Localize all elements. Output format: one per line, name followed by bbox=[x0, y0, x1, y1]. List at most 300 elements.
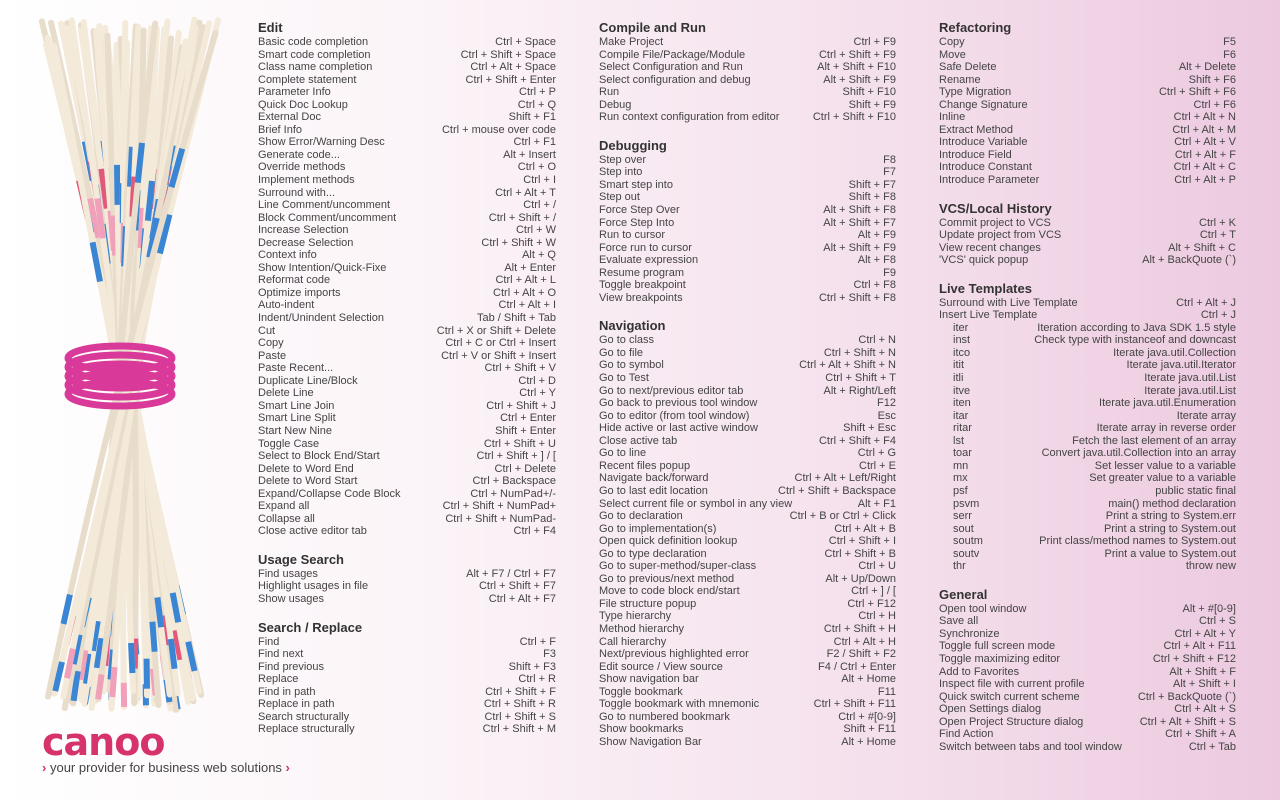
chevron-right-icon: › bbox=[285, 760, 290, 775]
shortcut-row bbox=[258, 463, 556, 476]
shortcut-action: Commit project to VCS bbox=[939, 216, 1051, 229]
shortcut-keys: F12 bbox=[877, 397, 896, 410]
shortcut-row bbox=[599, 154, 896, 167]
shortcut-row bbox=[939, 242, 1236, 255]
shortcut-keys: Alt + Shift + F7 bbox=[823, 216, 896, 229]
shortcut-action: Inspect file with current profile bbox=[939, 678, 1085, 691]
shortcut-action: Go to type declaration bbox=[599, 547, 707, 560]
template-abbreviation: mx bbox=[953, 472, 968, 485]
shortcut-action: Extract Method bbox=[939, 123, 1013, 136]
shortcut-row bbox=[258, 425, 556, 438]
template-description: Print a string to System.out bbox=[1103, 522, 1236, 535]
shortcut-action: Highlight usages in file bbox=[258, 580, 369, 593]
shortcut-row bbox=[258, 350, 556, 363]
shortcut-action: Parameter Info bbox=[258, 86, 331, 99]
shortcut-row bbox=[599, 435, 896, 448]
shortcut-action: Go to next/previous editor tab bbox=[599, 384, 744, 397]
shortcut-row bbox=[258, 387, 556, 400]
template-row bbox=[939, 359, 1236, 372]
shortcut-action: Block Comment/uncomment bbox=[258, 211, 397, 224]
template-description: Print a string to System.err bbox=[1105, 510, 1236, 523]
shortcut-row bbox=[939, 653, 1236, 666]
shortcut-action: Surround with... bbox=[258, 186, 336, 199]
shortcut-row bbox=[258, 438, 556, 451]
column-middle bbox=[599, 20, 896, 762]
shortcut-row bbox=[258, 698, 556, 711]
shortcut-row bbox=[258, 723, 556, 736]
column-right bbox=[939, 20, 1236, 767]
shortcut-action: View breakpoints bbox=[599, 291, 683, 304]
shortcut-keys: Ctrl + Shift + A bbox=[1165, 728, 1236, 741]
section-navigation bbox=[599, 318, 896, 748]
shortcut-action: Brief Info bbox=[258, 123, 303, 136]
shortcut-action: Show usages bbox=[258, 592, 325, 605]
shortcut-keys: Alt + Q bbox=[522, 249, 556, 262]
shortcut-row bbox=[599, 648, 896, 661]
shortcut-action: Open quick definition lookup bbox=[599, 535, 738, 548]
shortcut-keys: Ctrl + T bbox=[1199, 229, 1236, 242]
shortcut-keys: Ctrl + Shift + Space bbox=[460, 48, 556, 61]
shortcut-keys: Ctrl + E bbox=[859, 459, 896, 472]
template-description: Iterate java.util.List bbox=[1144, 372, 1236, 385]
template-description: Print class/method names to System.out bbox=[1039, 535, 1236, 548]
shortcut-row bbox=[258, 161, 556, 174]
shortcut-keys: Ctrl + Enter bbox=[500, 412, 556, 425]
shortcut-keys: Ctrl + Shift + Enter bbox=[465, 73, 556, 86]
shortcut-keys: Ctrl + Shift + I bbox=[828, 535, 896, 548]
shortcut-row bbox=[599, 535, 896, 548]
shortcut-row bbox=[599, 229, 896, 242]
shortcut-row bbox=[599, 279, 896, 292]
shortcut-keys: Ctrl + Alt + Space bbox=[470, 61, 556, 74]
shortcut-action: Paste Recent... bbox=[258, 362, 334, 375]
shortcut-row bbox=[939, 124, 1236, 137]
shortcut-row bbox=[599, 460, 896, 473]
template-abbreviation: psvm bbox=[953, 497, 980, 510]
shortcut-action: Add to Favorites bbox=[939, 665, 1020, 678]
shortcut-keys: Ctrl + Shift + F10 bbox=[812, 111, 896, 124]
shortcut-row bbox=[599, 74, 896, 87]
shortcut-action: Copy bbox=[258, 337, 284, 350]
shortcut-row bbox=[258, 99, 556, 112]
shortcut-keys: Ctrl + R bbox=[518, 673, 556, 686]
shortcut-action: Find usages bbox=[258, 567, 318, 580]
shortcut-action: Run to cursor bbox=[599, 229, 666, 242]
section-title: Edit bbox=[258, 20, 283, 35]
shortcut-keys: Ctrl + Shift + N bbox=[823, 346, 896, 359]
shortcut-action: Go to declaration bbox=[599, 510, 683, 523]
shortcut-keys: Ctrl + Alt + H bbox=[833, 635, 896, 648]
shortcut-row bbox=[258, 262, 556, 275]
shortcut-keys: Ctrl + Shift + ] / [ bbox=[476, 450, 556, 463]
template-description: public static final bbox=[1155, 484, 1236, 497]
shortcut-action: Toggle maximizing editor bbox=[939, 652, 1061, 665]
shortcut-action: Navigate back/forward bbox=[599, 472, 709, 485]
shortcut-row bbox=[258, 174, 556, 187]
template-row bbox=[939, 510, 1236, 523]
shortcut-row bbox=[599, 242, 896, 255]
shortcut-action: Run bbox=[599, 86, 620, 99]
shortcut-keys: Ctrl + Space bbox=[495, 36, 556, 48]
shortcut-action: Step into bbox=[599, 166, 643, 179]
shortcut-action: Go to last edit location bbox=[599, 484, 708, 497]
shortcut-action: Go to file bbox=[599, 346, 644, 359]
shortcut-row bbox=[258, 312, 556, 325]
shortcut-keys: Shift + F9 bbox=[848, 98, 896, 111]
section-live-templates bbox=[939, 281, 1236, 573]
shortcut-keys: Alt + F9 bbox=[857, 229, 896, 242]
shortcut-keys: Ctrl + Alt + M bbox=[1172, 123, 1236, 136]
shortcut-action: Select Configuration and Run bbox=[599, 61, 743, 74]
shortcut-action: Call hierarchy bbox=[599, 635, 667, 648]
section-debugging bbox=[599, 138, 896, 305]
template-description: throw new bbox=[1185, 560, 1236, 573]
shortcut-keys: Ctrl + Shift + F8 bbox=[818, 291, 896, 304]
shortcut-keys: Ctrl + Shift + J bbox=[486, 399, 556, 412]
shortcut-keys: Ctrl + Shift + F12 bbox=[1152, 652, 1236, 665]
shortcut-keys: Alt + Delete bbox=[1178, 61, 1236, 74]
shortcut-action: Evaluate expression bbox=[599, 254, 699, 267]
shortcut-row bbox=[258, 224, 556, 237]
shortcut-keys: F11 bbox=[877, 685, 896, 698]
shortcut-keys: Ctrl + Q bbox=[517, 98, 556, 111]
shortcut-action: Delete Line bbox=[258, 387, 314, 400]
shortcut-keys: Ctrl + N bbox=[858, 334, 896, 347]
shortcut-action: Move to code block end/start bbox=[599, 585, 740, 598]
shortcut-action: Surround with Live Template bbox=[939, 296, 1078, 309]
shortcut-action: Start New Nine bbox=[258, 424, 332, 437]
template-abbreviation: serr bbox=[953, 510, 972, 523]
shortcut-action: Smart code completion bbox=[258, 48, 371, 61]
shortcut-action: Quick Doc Lookup bbox=[258, 98, 348, 111]
shortcut-row bbox=[939, 217, 1236, 230]
shortcut-keys: Ctrl + Shift + F9 bbox=[818, 48, 896, 61]
shortcut-keys: F3 bbox=[543, 648, 556, 661]
shortcut-keys: Shift + F11 bbox=[843, 723, 896, 736]
template-abbreviation: sout bbox=[953, 522, 974, 535]
shortcut-keys: Ctrl + W bbox=[515, 224, 556, 237]
template-abbreviation: ritar bbox=[953, 422, 972, 435]
shortcut-keys: Ctrl + Delete bbox=[494, 462, 556, 475]
shortcut-action: Toggle bookmark with mnemonic bbox=[599, 698, 760, 711]
shortcut-action: Go back to previous tool window bbox=[599, 397, 758, 410]
shortcut-row bbox=[599, 111, 896, 124]
template-row bbox=[939, 410, 1236, 423]
shortcut-keys: Shift + Enter bbox=[495, 424, 556, 437]
section-title: General bbox=[939, 586, 988, 602]
section-title: Usage Search bbox=[258, 551, 344, 567]
section-compile-and-run bbox=[599, 20, 896, 124]
shortcut-keys: Alt + F1 bbox=[857, 497, 896, 510]
shortcut-keys: Esc bbox=[877, 409, 896, 422]
template-description: Set greater value to a variable bbox=[1089, 472, 1236, 485]
shortcut-row bbox=[599, 610, 896, 623]
shortcut-keys: Ctrl + O bbox=[517, 161, 556, 174]
shortcut-row bbox=[258, 274, 556, 287]
shortcut-action: Decrease Selection bbox=[258, 236, 354, 249]
canoo-logo bbox=[42, 722, 290, 775]
shortcut-keys: Ctrl + Alt + I bbox=[498, 299, 556, 312]
shortcut-action: Introduce Constant bbox=[939, 161, 1032, 174]
shortcut-row bbox=[258, 237, 556, 250]
shortcut-keys: Shift + F6 bbox=[1188, 73, 1236, 86]
shortcut-keys: F8 bbox=[883, 153, 896, 166]
shortcut-keys: Ctrl + mouse over code bbox=[441, 123, 556, 136]
shortcut-keys: Alt + Home bbox=[841, 735, 896, 748]
shortcut-row bbox=[258, 400, 556, 413]
shortcut-row bbox=[599, 99, 896, 112]
shortcut-keys: Ctrl + Alt + Shift + S bbox=[1139, 715, 1236, 728]
shortcut-action: Smart Line Join bbox=[258, 399, 335, 412]
shortcut-action: Recent files popup bbox=[599, 459, 691, 472]
shortcut-keys: Alt + Shift + F8 bbox=[823, 204, 896, 217]
shortcut-action: Duplicate Line/Block bbox=[258, 374, 358, 387]
template-row bbox=[939, 548, 1236, 561]
shortcut-keys: Alt + Shift + I bbox=[1173, 678, 1236, 691]
shortcut-action: Go to class bbox=[599, 334, 655, 347]
shortcut-keys: Ctrl + Alt + N bbox=[1173, 111, 1236, 124]
shortcut-action: Copy bbox=[939, 36, 965, 48]
shortcut-row bbox=[599, 191, 896, 204]
template-abbreviation: psf bbox=[953, 484, 968, 497]
shortcut-row bbox=[599, 698, 896, 711]
shortcut-keys: Ctrl + Shift + V bbox=[484, 362, 556, 375]
template-row bbox=[939, 322, 1236, 335]
shortcut-action: Toggle bookmark bbox=[599, 685, 683, 698]
shortcut-action: Toggle full screen mode bbox=[939, 640, 1056, 653]
shortcut-action: External Doc bbox=[258, 111, 321, 124]
shortcut-keys: Ctrl + Y bbox=[519, 387, 556, 400]
shortcut-keys: Ctrl + Alt + Shift + N bbox=[799, 359, 896, 372]
section-search-replace bbox=[258, 620, 556, 736]
shortcut-action: Find bbox=[258, 635, 280, 648]
template-description: Set lesser value to a variable bbox=[1094, 459, 1236, 472]
shortcut-keys: Shift + F3 bbox=[508, 660, 556, 673]
shortcut-row bbox=[258, 325, 556, 338]
shortcut-row bbox=[258, 149, 556, 162]
shortcut-action: Smart step into bbox=[599, 178, 673, 191]
shortcut-keys: Ctrl + H bbox=[858, 610, 896, 623]
shortcut-action: Switch between tabs and tool window bbox=[939, 740, 1122, 753]
shortcut-row bbox=[599, 61, 896, 74]
shortcut-action: Increase Selection bbox=[258, 224, 349, 237]
shortcut-action: Toggle breakpoint bbox=[599, 279, 686, 292]
shortcut-keys: Ctrl + F bbox=[519, 635, 556, 648]
shortcut-keys: Ctrl + Shift + T bbox=[825, 372, 896, 385]
shortcut-row bbox=[258, 711, 556, 724]
shortcut-action: Update project from VCS bbox=[939, 229, 1062, 242]
template-row bbox=[939, 498, 1236, 511]
shortcut-keys: Alt + Home bbox=[841, 673, 896, 686]
shortcut-action: Introduce Variable bbox=[939, 136, 1028, 149]
shortcut-row bbox=[599, 334, 896, 347]
shortcut-row bbox=[599, 560, 896, 573]
shortcut-keys: Ctrl + Shift + NumPad+ bbox=[442, 500, 556, 513]
shortcut-keys: Ctrl + Shift + M bbox=[482, 723, 556, 736]
shortcut-row bbox=[939, 741, 1236, 754]
shortcut-row bbox=[939, 136, 1236, 149]
shortcut-keys: Ctrl + S bbox=[1199, 615, 1236, 628]
shortcut-action: File structure popup bbox=[599, 597, 697, 610]
section-title: Search / Replace bbox=[258, 619, 363, 635]
shortcut-keys: Ctrl + Shift + F11 bbox=[813, 698, 896, 711]
template-description: Convert java.util.Collection into an array bbox=[1041, 447, 1236, 460]
shortcut-row bbox=[599, 686, 896, 699]
shortcut-row bbox=[258, 475, 556, 488]
section-title: Navigation bbox=[599, 318, 666, 334]
shortcut-row bbox=[599, 204, 896, 217]
shortcut-row bbox=[599, 166, 896, 179]
shortcut-action: Method hierarchy bbox=[599, 622, 684, 635]
shortcut-row bbox=[939, 36, 1236, 49]
shortcut-action: Delete to Word Start bbox=[258, 475, 358, 488]
shortcut-keys: Ctrl + Alt + O bbox=[493, 286, 556, 299]
shortcut-action: Override methods bbox=[258, 161, 346, 174]
shortcut-row bbox=[939, 111, 1236, 124]
shortcut-action: Insert Live Template bbox=[939, 309, 1038, 322]
shortcut-action: Step out bbox=[599, 191, 640, 204]
shortcut-row bbox=[939, 628, 1236, 641]
shortcut-row bbox=[599, 254, 896, 267]
shortcut-keys: Ctrl + Alt + V bbox=[1174, 136, 1236, 149]
shortcut-keys: Ctrl + F12 bbox=[847, 597, 896, 610]
shortcut-action: Next/previous highlighted error bbox=[599, 648, 749, 661]
mikado-sticks-illustration bbox=[30, 10, 230, 730]
shortcut-row bbox=[258, 580, 556, 593]
shortcut-row bbox=[258, 249, 556, 262]
shortcut-row bbox=[258, 86, 556, 99]
shortcut-action: Save all bbox=[939, 615, 979, 628]
shortcut-row bbox=[599, 711, 896, 724]
shortcut-row bbox=[939, 161, 1236, 174]
shortcut-action: Rename bbox=[939, 73, 981, 86]
shortcut-row bbox=[939, 309, 1236, 322]
shortcut-action: Inline bbox=[939, 111, 966, 124]
logo-wordmark: canoo bbox=[42, 720, 165, 764]
shortcut-keys: Alt + BackQuote (`) bbox=[1142, 254, 1236, 267]
shortcut-keys: Ctrl + ] / [ bbox=[851, 585, 896, 598]
shortcut-keys: Ctrl + Alt + F bbox=[1174, 148, 1236, 161]
logo-tagline bbox=[42, 760, 290, 775]
template-abbreviation: itar bbox=[953, 409, 969, 422]
shortcut-keys: Ctrl + G bbox=[857, 447, 896, 460]
shortcut-row bbox=[599, 510, 896, 523]
shortcut-action: Show Intention/Quick-Fixe bbox=[258, 261, 387, 274]
shortcut-row bbox=[258, 187, 556, 200]
shortcut-keys: Shift + F8 bbox=[848, 191, 896, 204]
shortcut-keys: Ctrl + Shift + U bbox=[483, 437, 556, 450]
shortcut-row bbox=[939, 703, 1236, 716]
shortcut-keys: F9 bbox=[883, 266, 896, 279]
shortcut-row bbox=[599, 86, 896, 99]
column-left bbox=[258, 20, 556, 750]
shortcut-action: Open Settings dialog bbox=[939, 703, 1042, 716]
template-row bbox=[939, 334, 1236, 347]
shortcut-row bbox=[258, 412, 556, 425]
template-abbreviation: soutm bbox=[953, 535, 983, 548]
shortcut-action: Class name completion bbox=[258, 61, 373, 74]
section-general bbox=[939, 587, 1236, 754]
shortcut-row bbox=[599, 523, 896, 536]
template-description: Iterate java.util.List bbox=[1144, 384, 1236, 397]
shortcut-keys: Tab / Shift + Tab bbox=[477, 312, 556, 325]
shortcut-action: Quick switch current scheme bbox=[939, 690, 1080, 703]
section-title: Compile and Run bbox=[599, 20, 706, 35]
shortcut-keys: Ctrl + #[0-9] bbox=[838, 710, 896, 723]
shortcut-keys: Alt + #[0-9] bbox=[1182, 602, 1236, 615]
template-row bbox=[939, 560, 1236, 573]
shortcut-row bbox=[258, 686, 556, 699]
template-row bbox=[939, 372, 1236, 385]
shortcut-keys: Shift + F1 bbox=[508, 111, 556, 124]
shortcut-row bbox=[599, 372, 896, 385]
shortcut-action: Move bbox=[939, 48, 966, 61]
shortcut-keys: Ctrl + Shift + F6 bbox=[1158, 86, 1236, 99]
shortcut-row bbox=[258, 111, 556, 124]
shortcut-keys: Ctrl + NumPad+/- bbox=[470, 487, 556, 500]
shortcut-keys: Shift + Esc bbox=[843, 422, 896, 435]
shortcut-row bbox=[258, 636, 556, 649]
shortcut-keys: F7 bbox=[883, 166, 896, 179]
shortcut-row bbox=[258, 525, 556, 538]
shortcut-row bbox=[939, 149, 1236, 162]
shortcut-action: Go to symbol bbox=[599, 359, 664, 372]
template-row bbox=[939, 347, 1236, 360]
shortcut-keys: Ctrl + D bbox=[518, 374, 556, 387]
shortcut-keys: Ctrl + Alt + Y bbox=[1174, 627, 1236, 640]
shortcut-action: Select to Block End/Start bbox=[258, 450, 380, 463]
shortcut-row bbox=[599, 217, 896, 230]
template-row bbox=[939, 472, 1236, 485]
shortcut-keys: Alt + F8 bbox=[857, 254, 896, 267]
shortcut-action: Line Comment/uncomment bbox=[258, 199, 391, 212]
shortcut-keys: Alt + Insert bbox=[503, 148, 556, 161]
shortcut-row bbox=[939, 99, 1236, 112]
shortcut-action: Go to line bbox=[599, 447, 647, 460]
shortcut-action: Introduce Field bbox=[939, 148, 1012, 161]
shortcut-keys: Alt + Shift + F9 bbox=[823, 241, 896, 254]
shortcut-row bbox=[258, 199, 556, 212]
shortcut-action: Smart Line Split bbox=[258, 412, 336, 425]
shortcut-row bbox=[599, 410, 896, 423]
shortcut-keys: Ctrl + Backspace bbox=[472, 475, 556, 488]
shortcut-action: Expand all bbox=[258, 500, 310, 513]
template-abbreviation: inst bbox=[953, 334, 971, 347]
section-vcs-local-history bbox=[939, 201, 1236, 267]
template-description: Iteration according to Java SDK 1.5 style bbox=[1037, 321, 1236, 334]
shortcut-keys: Ctrl + B or Ctrl + Click bbox=[789, 510, 896, 523]
shortcut-row bbox=[939, 229, 1236, 242]
template-abbreviation: itve bbox=[953, 384, 971, 397]
shortcut-action: Hide active or last active window bbox=[599, 422, 758, 435]
shortcut-row bbox=[599, 385, 896, 398]
shortcut-action: Open Project Structure dialog bbox=[939, 715, 1084, 728]
template-row bbox=[939, 422, 1236, 435]
template-description: Iterate java.util.Collection bbox=[1113, 346, 1236, 359]
shortcut-keys: Ctrl + Alt + F7 bbox=[488, 592, 556, 605]
shortcut-action: Step over bbox=[599, 153, 647, 166]
template-row bbox=[939, 447, 1236, 460]
shortcut-row bbox=[939, 728, 1236, 741]
shortcut-action: Safe Delete bbox=[939, 61, 997, 74]
shortcut-action: Auto-indent bbox=[258, 299, 315, 312]
shortcut-action: Find Action bbox=[939, 728, 994, 741]
shortcut-row bbox=[939, 615, 1236, 628]
shortcut-action: Replace structurally bbox=[258, 723, 355, 736]
shortcut-keys: Ctrl + Alt + F11 bbox=[1163, 640, 1236, 653]
template-abbreviation: lst bbox=[953, 434, 964, 447]
shortcut-action: Change Signature bbox=[939, 98, 1028, 111]
